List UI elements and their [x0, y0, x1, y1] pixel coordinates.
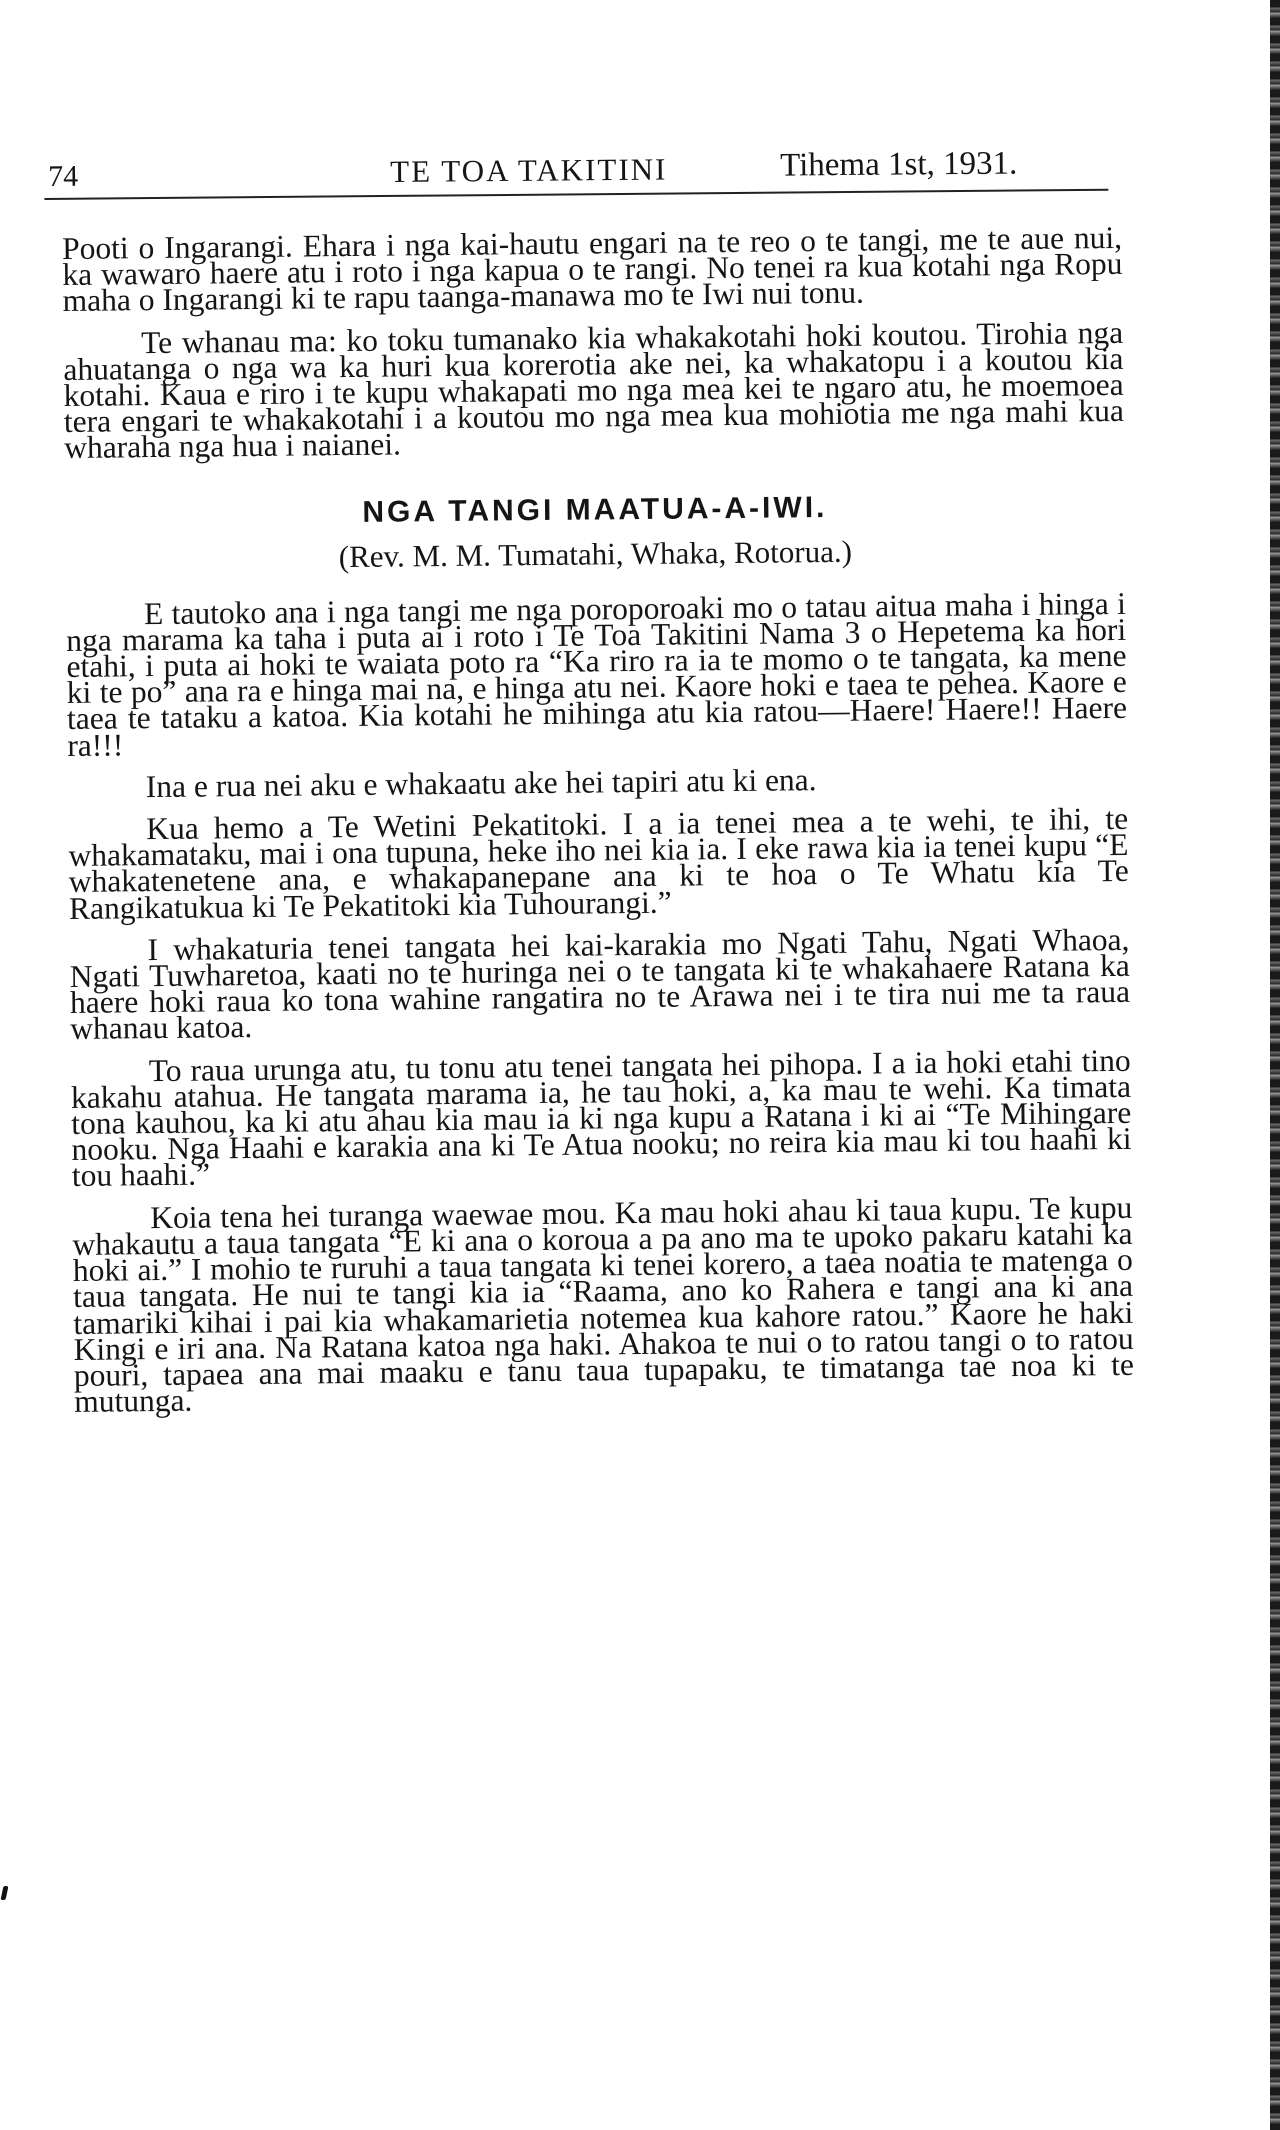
body-paragraph-continued: Pooti o Ingarangi. Ehara i nga kai-hautu engari na te reo o te tangi, me te aue nui, ka wawaro haere atu i roto i nga kapua o te rangi. No tenei ra kua kotahi nga Ropu maha o Ingarangi ki te rapu taanga-manawa mo te Iwi nui tonu. [61, 219, 1123, 319]
article-paragraph: Koia tena hei turanga waewae mou. Ka mau hoki ahau ki taua kupu. Te kupu whakautu a taua tangata “E ki ana o koroua a pa ano ma te upoko pakaru katahi ka hoki ai.” I mohio te ruruhi a taua tangata ki tenei korero, a taea noatia te matenga o taua tangata. He nui te tangi kia ia “Raama, ano ko Rahera e tangi ana ki ana tamariki kihai i pai kia whakamarietia notemea kua kahore ratou.” Kaore he haki Kingi e iri ana. Na Ratana katoa nga haki. Ahakoa te nui o to ratou tangi o to ratou pouri, tapaea ana mai maaku e tanu taua tupapaku, te timatanga tae noa ki te mutunga. [72, 1189, 1135, 1420]
scan-edge-shadow [1270, 0, 1280, 2130]
issue-date: Tihema 1st, 1931. [779, 145, 1018, 184]
article-paragraph: Kua hemo a Te Wetini Pekatitoki. I a ia tenei mea a te wehi, te ihi, te whakamataku, mai i ona tupuna, heke iho nei kia ia. I eke rawa kia ia tenei kupu “E whakatenetene ana, e whakapanepane ana ki te hoa o Te Whatu kia Te Rangikatukua ki Te Pekatitoki kia Tuhourangi.” [68, 800, 1129, 926]
body-paragraph: Te whanau ma: ko toku tumanako kia whakakotahi hoki koutou. Tirohia nga ahuatanga o nga wa ka huri kua korerotia ake nei, ka whakatopu i a koutou kia kotahi. Kaua e riro i te kupu whakapati mo nga mea kei te ngaro atu, he moemoea tera engari te whakakotahi i a koutou mo nga mea kua mohiotia me nga mahi kua wharaha nga hua i naianei. [63, 314, 1125, 466]
article-paragraph: E tautoko ana i nga tangi me nga poroporoaki mo o tatau aitua maha i hinga i nga marama ka taha i puta ai i roto i Te Toa Takitini Nama 3 o Hepetema ka hori etahi, i puta ai hoki te waiata poto ra “Ka riro ra ia te momo o te tangata, ka mene ki te po” ana ra e hinga mai na, e hinga atu nei. Kaore hoki e taea te pehea. Kaore e taea te tataku a katoa. Kia kotahi he mihinga atu kia ratou—Haere! Haere!! Haere ra!!! [66, 585, 1128, 763]
article-heading: NGA TANGI MAATUA-A-IWI. [362, 490, 828, 529]
page-body [61, 219, 1135, 1431]
page-header [44, 143, 1108, 200]
article-paragraph: To raua urunga atu, tu tonu atu tenei tangata hei pihopa. I a ia hoki etahi tino kakahu atahua. He tangata marama ia, he tau hoki, a, ka mau te wehi. Ka timata tona kauhou, ka ki atu ahau kia mau ia ki nga kupu a Ratana i ki ai “Te Mihingare nooku. Nga Haahi e karakia ana ki Te Atua nooku; no reira kia mau ki tou haahi ki tou haahi.” [70, 1042, 1132, 1194]
article-byline: (Rev. M. M. Tumatahi, Whaka, Rotorua.) [338, 533, 853, 574]
journal-title: TE TOA TAKITINI [390, 151, 668, 189]
stray-ink-mark [1, 1886, 9, 1900]
article-paragraph: I whakaturia tenei tangata hei kai-karakia mo Ngati Tahu, Ngati Whaoa, Ngati Tuwharetoa, kaati no te huringa nei o te tangata ki te whakahaere Ratana ka haere hoki raua ko tona wahine rangatira no te Arawa nei i te tira nui me ta raua whanau katoa. [69, 921, 1131, 1047]
page-number: 74 [48, 159, 79, 193]
article-paragraph: Ina e rua nei aku e whakaatu ake hei tapiri atu ki ena. [145, 761, 817, 804]
